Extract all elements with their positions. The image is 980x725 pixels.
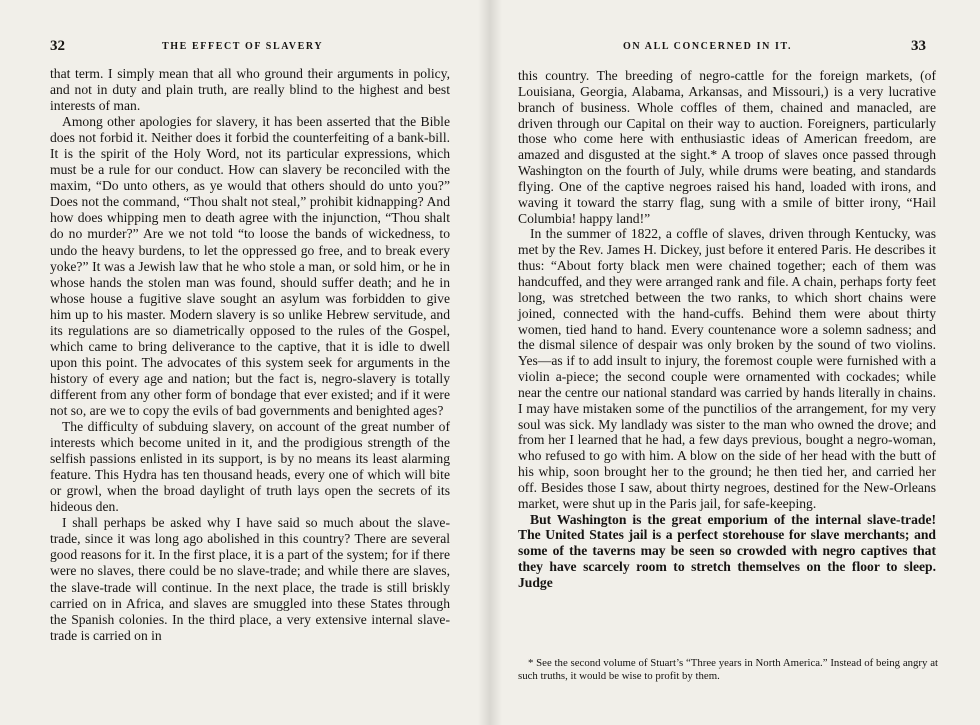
left-paragraph: Among other apologies for slavery, it has been asserted that the Bible does not forbid it. Neither does it forbid the counterfeiting of a bank-bill. It is the spirit of the Holy Word, not its particular expressions, which must be a rule for our conduct. How can slavery be reconciled with the maxim, “Do unto others, as ye would that others should do unto you?” Does not the command, “Thou shalt not steal,” prohibit kidnapping? And how does whipping men to death agree with the injunction, “Thou shalt do no murder?” Are we not told “to loose the bands of wickedness, to undo the heavy burdens, to let the oppressed go free, and to break every yoke?” It was a Jewish law that he who stole a man, or sold him, or he in whose hands the stolen man was found, should suffer death; and he in whose house a fugitive slave sought an asylum was forbidden to give him up to his master. Modern slavery is so unlike Hebrew servitude, and its regulations are so diametrically opposed to the rules of the Gospel, which came to bring deliverance to the captive, that it is idle to dwell upon this point. The advocates of this system seek for arguments in the history of every age and nation; but the fact is, negro-slavery is totally different from any other form of bondage that ever existed; and if it were not so, are we to copy the evils of bad governments and benighted ages? xyxy=(50,114,450,418)
right-running-head: ON ALL CONCERNED IN IT. xyxy=(623,41,793,52)
right-paragraph: In the summer of 1822, a coffle of slaves, driven through Kentucky, was met by the Rev. James H. Dickey, just before it entered Paris. He describes it thus: “About forty black men were chained together; each of them was handcuffed, and they were arranged rank and file. A chain, perhaps forty feet long, was stretched between the two ranks, to which short chains were joined, connected with the hand-cuffs. Behind them were about thirty women, tied hand to hand. Every countenance wore a solemn sadness; and the dismal silence of despair was only broken by the sound of two violins. Yes—as if to add insult to injury, the foremost couple were furnished with a violin a-piece; the second couple were ornamented with cockades; while near the centre our national standard was carried by hands literally in chains. I may have mistaken some of the punctilios of the arrangement, for my very soul was sick. My landlady was sister to the man who owned the drove; and from her I learned that he had, a few days previous, bought a negro-woman, who refused to go with him. A blow on the side of her head with the butt of his whip, soon brought her to the ground; he then tied her, and carried her off. Besides those I saw, about thirty negroes, destined for the New-Orleans market, were shut up in the Paris jail, for safe-keeping. xyxy=(518,226,936,511)
right-paragraph: But Washington is the great emporium of the internal slave-trade! The United States jail is a perfect storehouse for slave merchants; and some of the taverns may be seen so crowded with negro captives that they have scarcely room to stretch themselves on the floor to sleep. Judge xyxy=(518,511,936,590)
left-paragraph: I shall perhaps be asked why I have said so much about the slave-trade, since it was long ago abolished in this country? There are several good reasons for it. In the first place, it is a part of the system; for if there were no slaves, there could be no slave-trade; and while there are slaves, the slave-trade will continue. In the next place, the trade is still briskly carried on in Africa, and slaves are smuggled into these States through the Spanish colonies. In the third place, a very extensive internal slave-trade is carried on in xyxy=(50,515,450,643)
footnote-text: * See the second volume of Stuart’s “Three years in North America.” Instead of being angry at such truths, it would be wise to profit by them. xyxy=(518,657,938,682)
footnote xyxy=(518,657,938,682)
right-page-body xyxy=(518,68,936,591)
left-paragraph: that term. I simply mean that all who ground their arguments in policy, and not in duty and plain truth, are really blind to the highest and best interests of man. xyxy=(50,66,450,114)
left-page-number: 32 xyxy=(50,38,65,54)
right-page-number: 33 xyxy=(911,38,926,54)
right-paragraph: this country. The breeding of negro-cattle for the foreign markets, (of Louisiana, Georgia, Alabama, Arkansas, and Missouri,) is a very lucrative branch of business. Whole coffles of them, chained and manacled, are driven through our Capital on their way to auction. Foreigners, particularly those who come here with enthusiastic ideas of American freedom, are amazed and disgusted at the sight.* A troop of slaves once passed through Washington on the fourth of July, while drums were beating, and standards flying. One of the captive negroes raised his hand, loaded with irons, and waving it toward the starry flag, sung with a smile of bitter irony, “Hail Columbia! happy land!” xyxy=(518,68,936,226)
left-running-head: THE EFFECT OF SLAVERY xyxy=(162,41,324,52)
left-page-body xyxy=(50,66,450,644)
right-page xyxy=(490,0,980,725)
left-paragraph: The difficulty of subduing slavery, on account of the great number of interests which become united in it, and the prodigious strength of the selfish passions enlisted in its support, is by no means its least alarming feature. This Hydra has ten thousand heads, every one of which will bite or growl, when the broad daylight of truth lays open the secrets of its hideous den. xyxy=(50,419,450,515)
